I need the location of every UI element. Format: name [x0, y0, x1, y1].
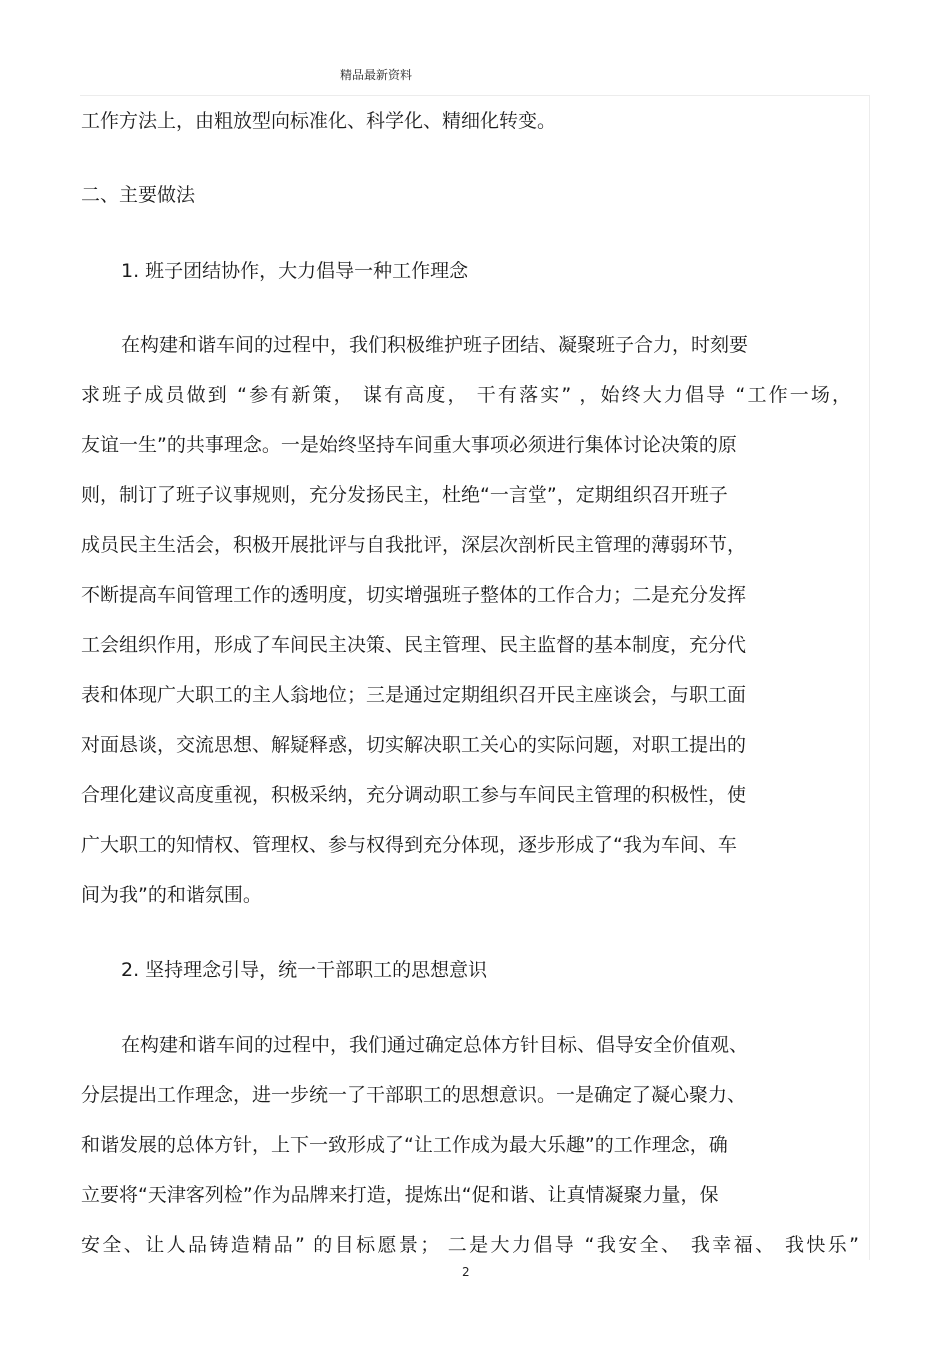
text-line: 1. 班子团结协作，大力倡导一种工作理念 — [121, 260, 469, 282]
text-line: 成员民主生活会，积极开展批评与自我批评，深层次剖析民主管理的薄弱环节， — [81, 534, 747, 556]
text-line: 友谊一生”的共事理念。一是始终坚持车间重大事项必须进行集体讨论决策的原 — [81, 434, 737, 456]
text-line: 在构建和谐车间的过程中，我们通过确定总体方针目标、倡导安全价值观、 — [121, 1034, 749, 1056]
text-line: 对面恳谈，交流思想、解疑释惑，切实解决职工关心的实际问题，对职工提出的 — [81, 734, 747, 756]
page-number: 2 — [462, 1265, 470, 1279]
text-line: 和谐发展的总体方针，上下一致形成了“让工作成为最大乐趣”的工作理念，确 — [81, 1134, 728, 1156]
text-line: 2. 坚持理念引导，统一干部职工的思想意识 — [121, 959, 488, 981]
text-line: 表和体现广大职工的主人翁地位；三是通过定期组织召开民主座谈会，与职工面 — [81, 684, 747, 706]
text-line: 分层提出工作理念，进一步统一了干部职工的思想意识。一是确定了凝心聚力、 — [81, 1084, 747, 1106]
text-line: 工会组织作用，形成了车间民主决策、民主管理、民主监督的基本制度，充分代 — [81, 634, 747, 656]
text-line: 二、主要做法 — [81, 184, 196, 206]
text-line: 广大职工的知情权、管理权、参与权得到充分体现，逐步形成了“我为车间、车 — [81, 834, 737, 856]
text-line: 则，制订了班子议事规则，充分发扬民主，杜绝“一言堂”，定期组织召开班子 — [81, 484, 728, 506]
text-line: 不断提高车间管理工作的透明度，切实增强班子整体的工作合力；二是充分发挥 — [81, 584, 747, 606]
text-line: 工作方法上，由粗放型向标准化、科学化、精细化转变。 — [81, 110, 557, 132]
text-line: 合理化建议高度重视，积极采纳，充分调动职工参与车间民主管理的积极性，使 — [81, 784, 747, 806]
text-line: 求班子成员做到 “参有新策， 谋有高度， 干有落实” ，始终大力倡导 “工作一场， — [81, 384, 851, 406]
text-line: 间为我”的和谐氛围。 — [81, 884, 262, 906]
text-line: 在构建和谐车间的过程中，我们积极维护班子团结、凝聚班子合力，时刻要 — [121, 334, 749, 356]
text-line: 安全、让人品铸造精品” 的目标愿景； 二是大力倡导 “我安全、 我幸福、 我快乐” — [81, 1234, 859, 1256]
header-rule — [80, 95, 870, 96]
margin-rule — [869, 95, 870, 1260]
text-line: 立要将“天津客列检”作为品牌来打造，提炼出“促和谐、让真情凝聚力量，保 — [81, 1184, 719, 1206]
page-header: 精品最新资料 — [340, 68, 413, 82]
